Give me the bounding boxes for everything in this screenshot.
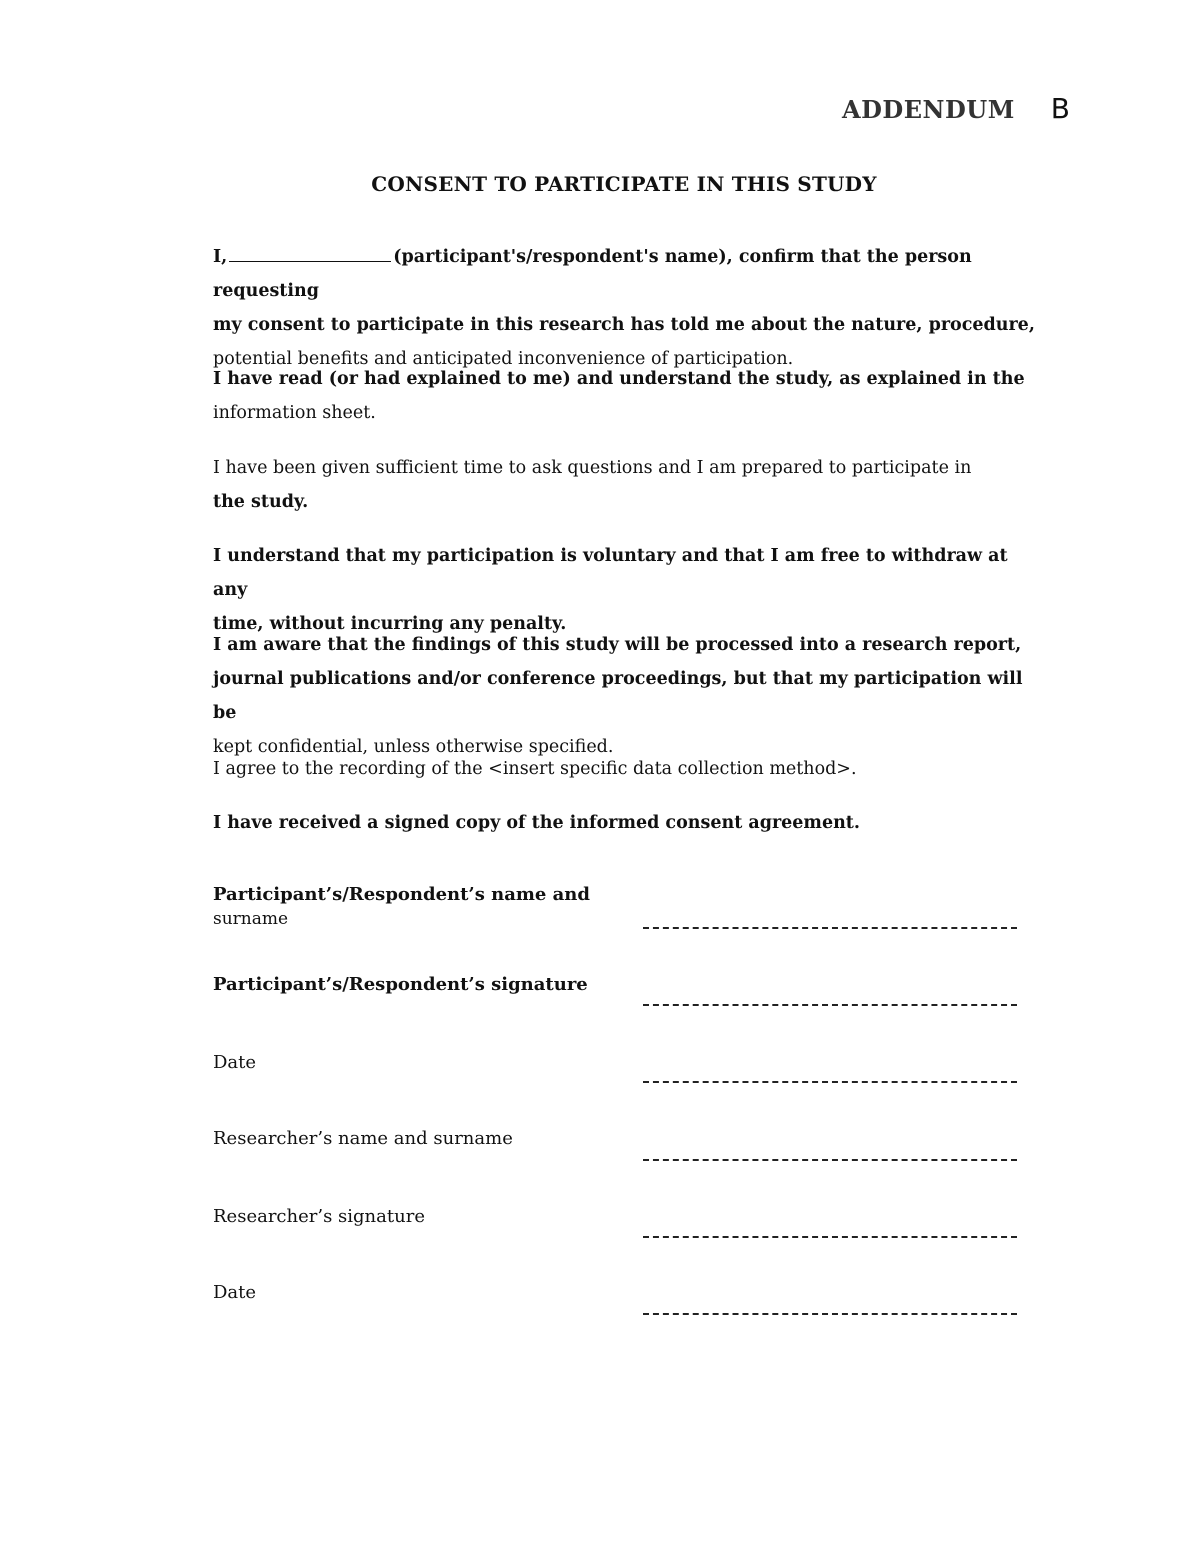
participant-signature-line[interactable]: [643, 1004, 1017, 1006]
paragraph-confirm-line2: my consent to participate in this research has told me about the nature, procedure,: [213, 315, 1035, 335]
page-title: CONSENT TO PARTICIPATE IN THIS STUDY: [371, 172, 877, 196]
researcher-name-label: Researcher’s name and surname: [213, 1128, 513, 1149]
paragraph-confirm-after-blank: (participant's/respondent's name), confirm that the person requesting: [213, 247, 972, 301]
paragraph-read-line2: information sheet.: [213, 403, 376, 423]
researcher-name-line[interactable]: [643, 1159, 1017, 1161]
paragraph-read-line1: I have read (or had explained to me) and understand the study, as explained in the: [213, 369, 1025, 389]
paragraph-voluntary-line2: time, without incurring any penalty.: [213, 614, 567, 634]
paragraph-confirm: [213, 240, 1043, 376]
participant-date-label: Date: [213, 1052, 257, 1073]
addendum-header: [842, 92, 1070, 125]
participant-name-label-line2: surname: [213, 909, 289, 929]
addendum-letter: B: [1050, 92, 1070, 125]
paragraph-read: [213, 362, 1043, 430]
paragraph-findings-line2: journal publications and/or conference proceedings, but that my participation will be: [213, 669, 1023, 723]
participant-signature-label: Participant’s/Respondent’s signature: [213, 974, 588, 995]
participant-date-line[interactable]: [643, 1081, 1017, 1083]
participant-name-blank[interactable]: [229, 243, 391, 262]
paragraph-confirm-prefix: I,: [213, 247, 228, 267]
paragraph-voluntary: [213, 539, 1043, 641]
researcher-date-label: Date: [213, 1282, 257, 1303]
paragraph-received-copy: I have received a signed copy of the informed consent agreement.: [213, 813, 860, 833]
paragraph-confirm-line3: potential benefits and anticipated inconvenience of participation.: [213, 349, 794, 369]
researcher-signature-line[interactable]: [643, 1236, 1017, 1238]
researcher-signature-label: Researcher’s signature: [213, 1206, 425, 1227]
participant-name-line[interactable]: [643, 927, 1017, 929]
addendum-word: ADDENDUM: [841, 95, 1015, 124]
paragraph-findings: [213, 628, 1043, 764]
paragraph-time-line2: the study.: [213, 492, 309, 512]
paragraph-findings-line3: kept confidential, unless otherwise specified.: [213, 737, 614, 757]
paragraph-voluntary-line1: I understand that my participation is voluntary and that I am free to withdraw at any: [213, 546, 1008, 600]
researcher-date-line[interactable]: [643, 1313, 1017, 1315]
paragraph-recording: I agree to the recording of the <insert specific data collection method>.: [213, 759, 857, 779]
paragraph-confirm-line1: [213, 240, 1043, 308]
participant-name-label: [213, 881, 613, 929]
participant-name-label-line1: Participant’s/Respondent’s name and: [213, 884, 590, 905]
paragraph-time: [213, 451, 1043, 519]
paragraph-time-line1: I have been given sufficient time to ask questions and I am prepared to participate in: [213, 458, 972, 478]
paragraph-findings-line1: I am aware that the findings of this study will be processed into a research report,: [213, 635, 1022, 655]
